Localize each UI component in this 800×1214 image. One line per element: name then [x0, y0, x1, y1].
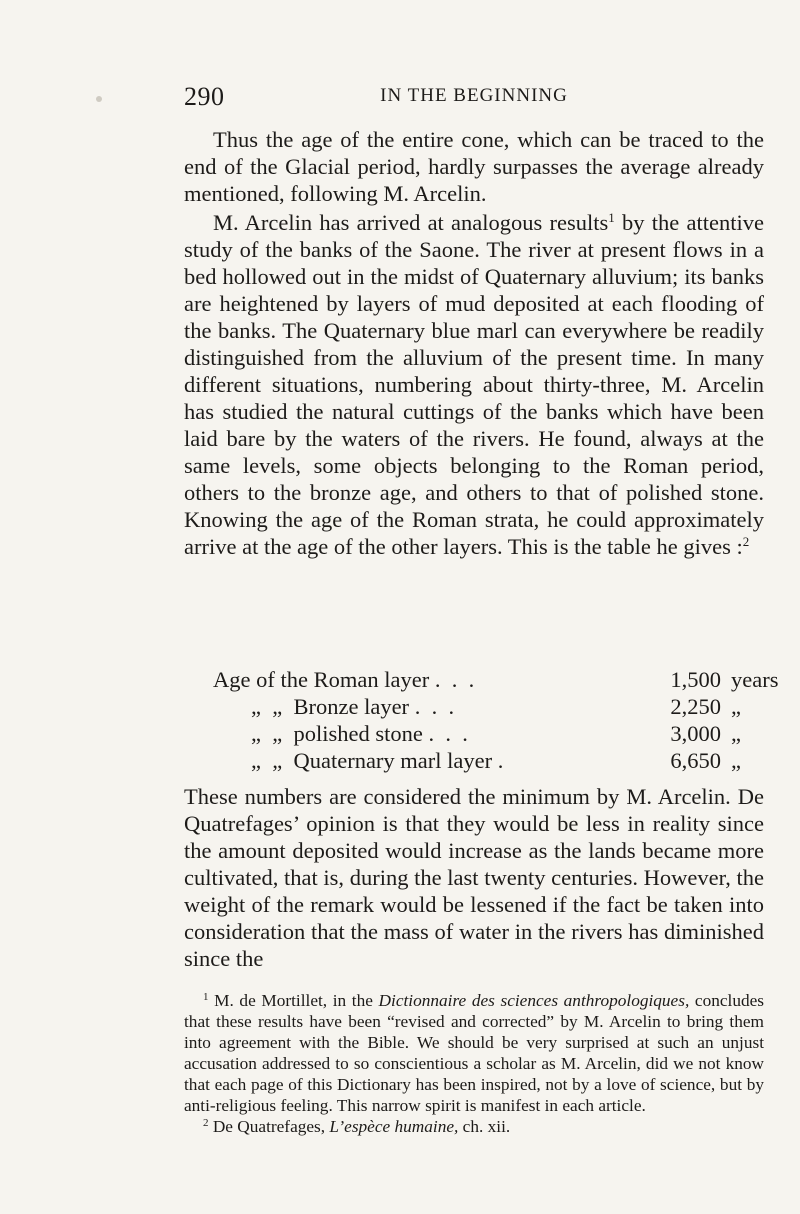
- row-dots: . . .: [429, 667, 475, 692]
- running-title: IN THE BEGINNING: [380, 85, 568, 106]
- row-value: 6,650: [670, 748, 721, 773]
- body-text-continued: [184, 783, 764, 972]
- paragraph-3: These numbers are considered the minimum by M. Arcelin. De Quatrefages’ opinion is that they would be less in reality since the amount deposited would increase as the lands became more cultivated, that is, during the last twenty centuries. However, the weight of the remark would be lessened if the fact be taken into consideration that the mass of water in the rivers has diminished since the: [184, 784, 764, 971]
- row-label: polished stone: [293, 721, 423, 746]
- footnote-1-mark: 1: [203, 991, 209, 1003]
- row-dots: . . .: [422, 721, 468, 746]
- row-value: 2,250: [670, 694, 721, 719]
- footnote-1: [184, 990, 764, 1116]
- running-head: [184, 82, 764, 112]
- row-label: Bronze layer: [293, 694, 410, 719]
- table-row: [184, 666, 779, 693]
- row-value: 1,500: [670, 667, 721, 692]
- footnote-ref-1: 1: [608, 210, 615, 225]
- row-unit: „: [731, 748, 741, 773]
- row-unit: „: [731, 694, 741, 719]
- footnote-1-text-b: concludes that these results have been “revised and corrected” by M. Arcelin to bring them into agreement with the Bible. We should be very surprised at such an unjust accusation addressed to so conscientious a scholar as M. Arcelin, did we not know that each page of this Dictionary has been inspired, not by a love of science, but by anti-religious feeling. This narrow spirit is manifest in each article.: [184, 991, 764, 1115]
- row-unit: „: [731, 721, 741, 746]
- paragraph-2: [184, 209, 764, 560]
- footnote-ref-2: 2: [742, 534, 750, 549]
- age-table: [184, 666, 779, 774]
- footnote-2-title: L’espèce humaine,: [329, 1117, 459, 1136]
- row-prefix: „ „: [251, 721, 283, 746]
- footnote-2-mark: 2: [203, 1117, 209, 1129]
- footnote-1-text-a: M. de Mortillet, in the: [208, 991, 379, 1010]
- paragraph-2-rest: by the attentive study of the banks of the Saone. The river at present flows in a bed hollowed out in the midst of Quaternary alluvium; its banks are heightened by layers of mud deposited at each flooding of the banks. The Quaternary blue marl can everywhere be readily distinguished from the alluvium of the present time. In many different situations, numbering about thirty-three, M. Arcelin has studied the natural cuttings of the banks which have been laid bare by the waters of the rivers. He found, always at the same levels, some objects belonging to the Roman period, others to the bronze age, and others to that of polished stone. Knowing the age of the Roman strata, he could approximately arrive at the age of the other layers. This is the table he gives :: [184, 210, 765, 559]
- table-row: [184, 747, 764, 774]
- row-prefix: Age of the: [213, 667, 308, 692]
- body-text: [184, 126, 764, 560]
- row-prefix: „ „: [251, 748, 283, 773]
- row-unit: years: [731, 667, 779, 692]
- footnote-2-text-b: ch. xii.: [458, 1117, 511, 1136]
- paragraph-1-text: Thus the age of the entire cone, which can be traced to the end of the Glacial period, hardly surpasses the average already mentioned, following M. Arcelin.: [184, 127, 764, 206]
- row-value: 3,000: [670, 721, 721, 746]
- paper-spot: [96, 96, 102, 102]
- footnote-2-text-a: De Quatrefages,: [208, 1117, 330, 1136]
- paragraph-1: [184, 126, 764, 207]
- row-label: Roman layer: [313, 667, 430, 692]
- table-row: [184, 693, 764, 720]
- footnote-2: [184, 1116, 764, 1137]
- table-row: [184, 720, 764, 747]
- footnote-1-title: Dictionnaire des sciences anthropologiques,: [378, 991, 690, 1010]
- row-prefix: „ „: [251, 694, 283, 719]
- page-number: 290: [184, 82, 225, 111]
- row-dots: .: [492, 748, 504, 773]
- row-label: Quaternary marl layer: [293, 748, 493, 773]
- row-dots: . . .: [409, 694, 455, 719]
- paragraph-2-start: M. Arcelin has arrived at analogous results: [213, 210, 609, 235]
- footnotes: [184, 990, 764, 1137]
